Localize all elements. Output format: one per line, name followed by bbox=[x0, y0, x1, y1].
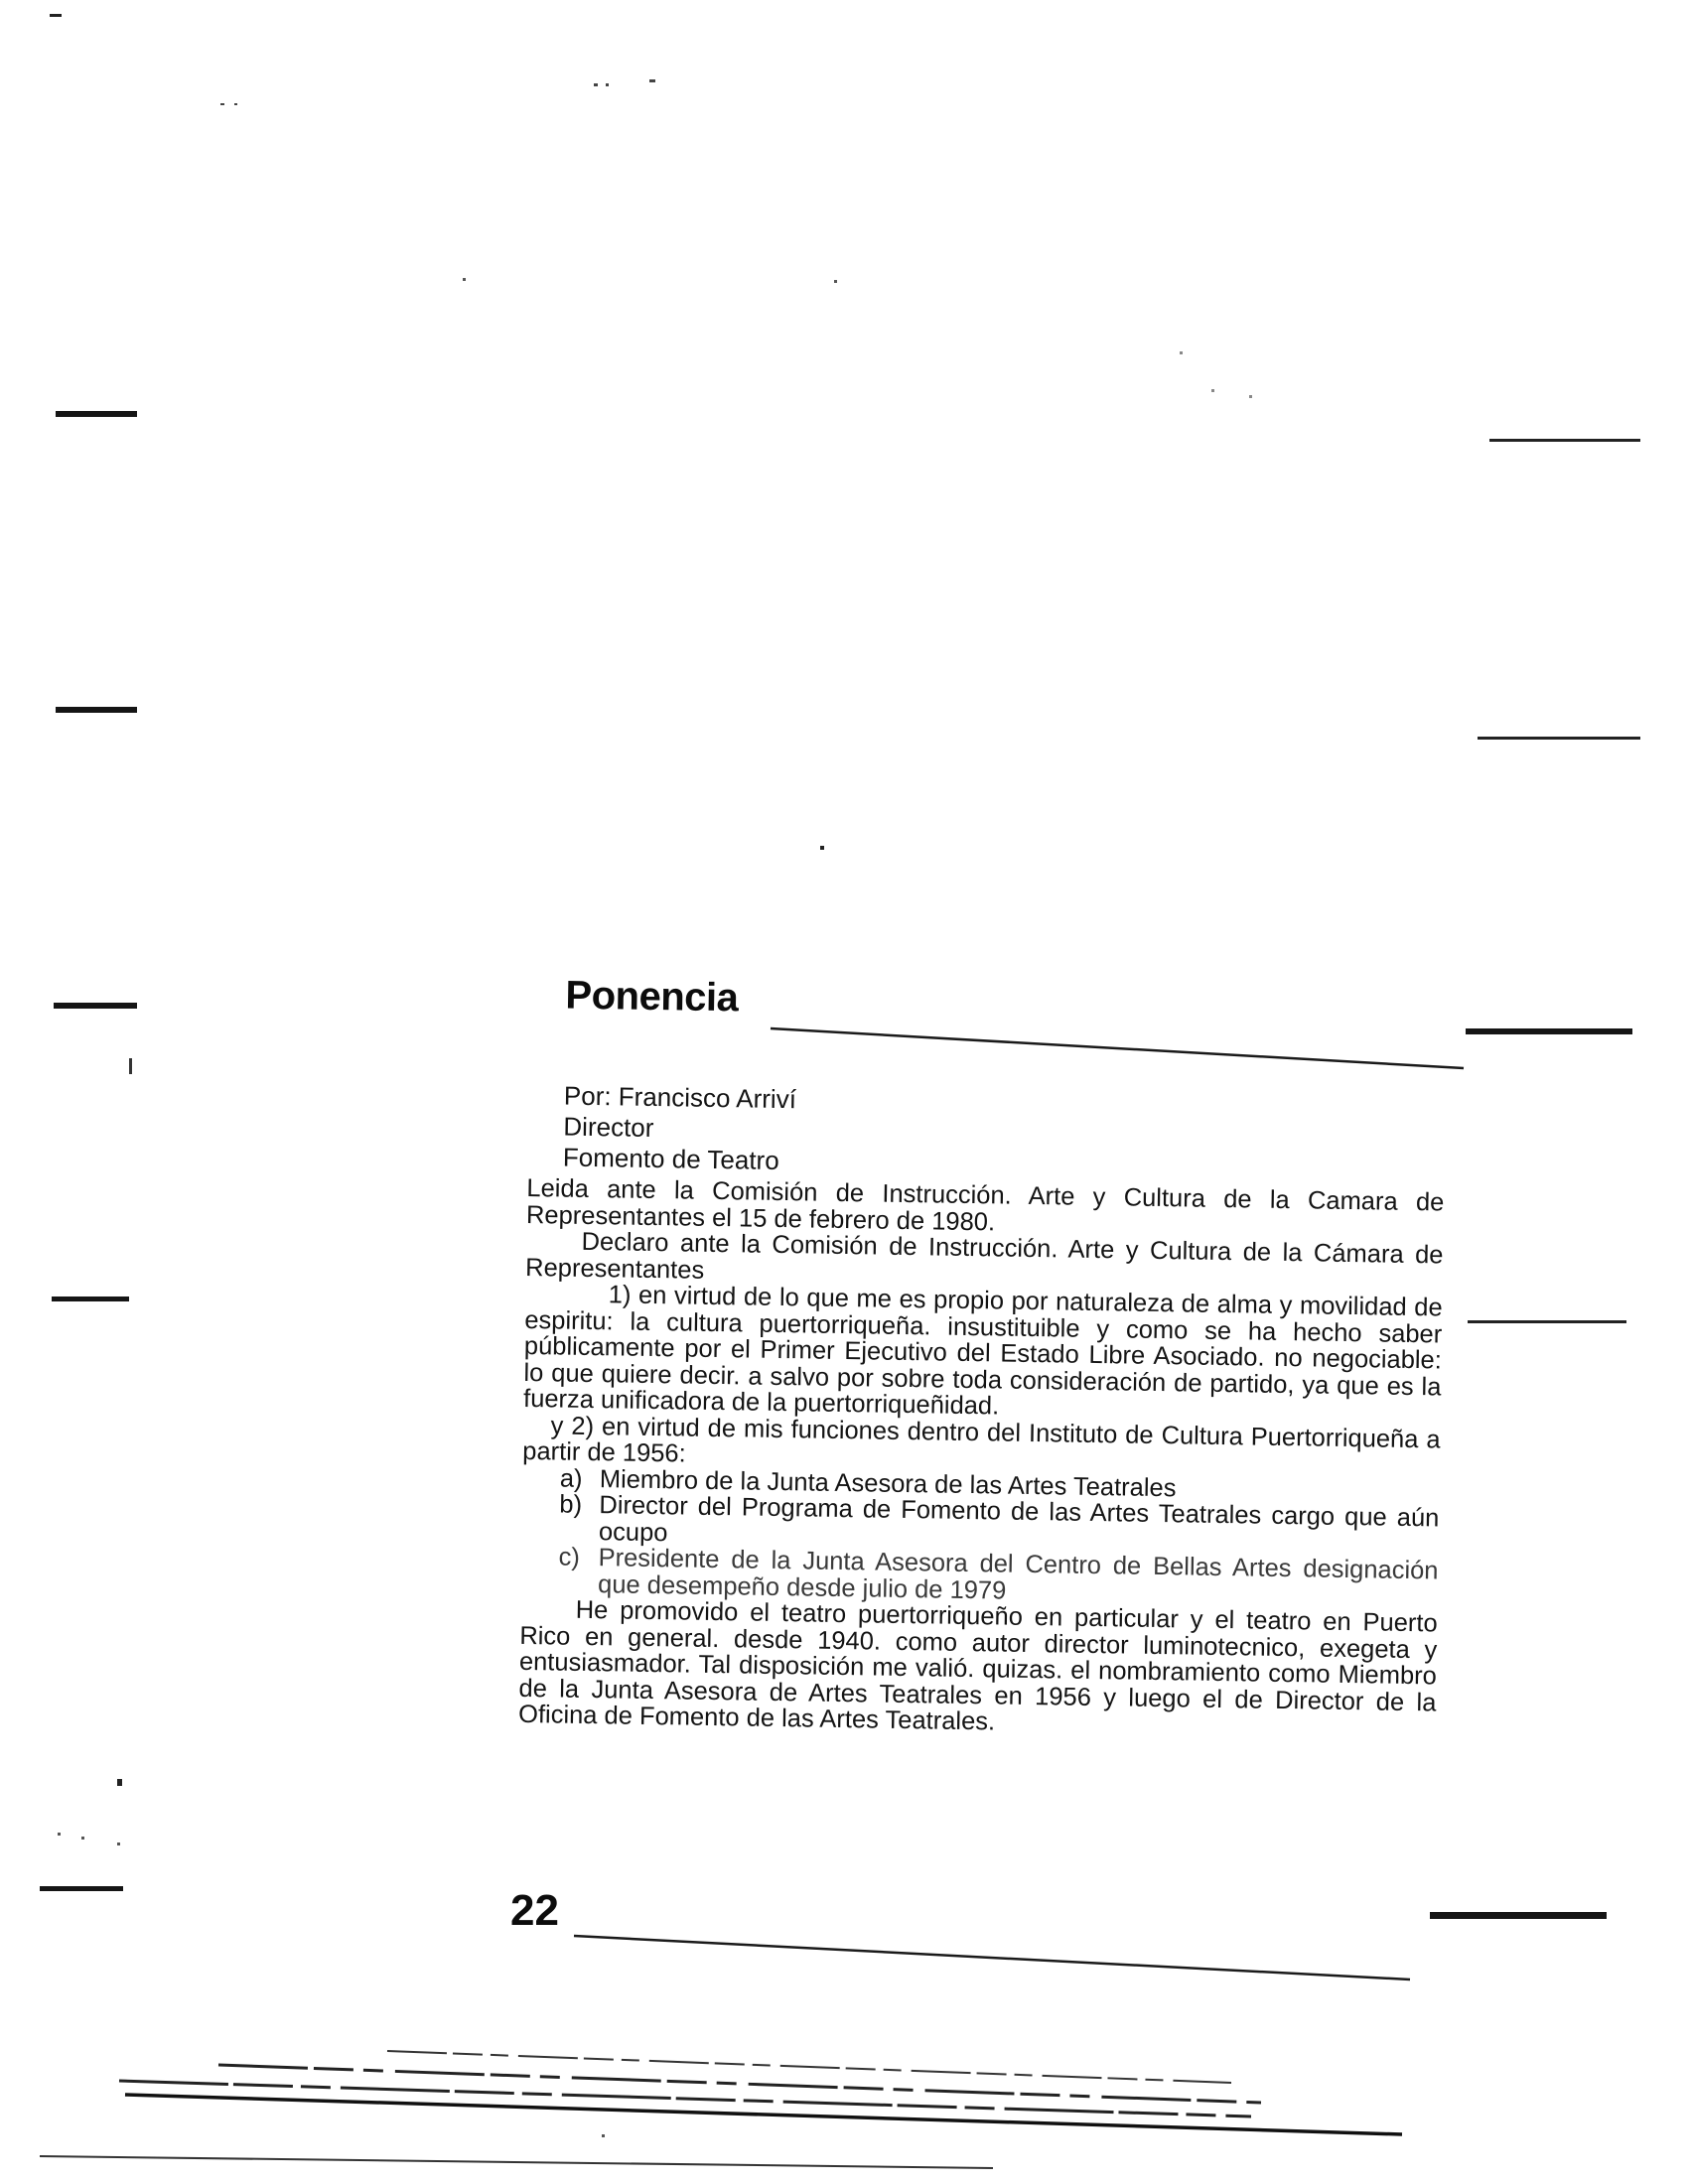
point-one-paragraph: 1) en virtud de lo que me es propio por naturaleza de alma y movilidad de espiritu: la cultura puertorriqueña. insustituible y como se ha hecho saber públicamente por el Primer Ejecutivo del Estado Libre Asociado. no negociable: lo que quiere decir. a salvo por sobre toda consideración de partido, ya que es la fuerza unificadora de la puertorriqueñidad. bbox=[522, 1281, 1443, 1421]
scan-speck bbox=[50, 14, 62, 17]
margin-mark bbox=[1430, 1912, 1607, 1919]
closing-paragraph: He promovido el teatro puertorriqueño en particular y el teatro en Puerto Rico en general. desde 1940. como autor director luminotecnico, exegeta y entusiasmador. Tal disposición me valió. quizas. el nombramiento como Miembro de la Junta Asesora de Artes Teatrales en 1956 y luego el de Director de la Oficina de Fomento de las Artes Teatrales. bbox=[517, 1595, 1438, 1736]
scan-speck bbox=[820, 846, 824, 850]
byline-author: Por: Francisco Arriví bbox=[563, 1080, 797, 1115]
article bbox=[517, 963, 1445, 1736]
margin-mark bbox=[1489, 439, 1640, 442]
scan-speck bbox=[81, 1837, 84, 1840]
margin-mark bbox=[1466, 1028, 1632, 1034]
page-edge-line bbox=[218, 2065, 1261, 2103]
scan-speck bbox=[834, 280, 837, 283]
page-edge-line bbox=[119, 2081, 1251, 2116]
margin-mark bbox=[1478, 737, 1640, 740]
scan-speck bbox=[1211, 389, 1214, 392]
scan-speck bbox=[606, 83, 609, 86]
list-item-text: Miembro de la Junta Asesora de las Artes Teatrales bbox=[599, 1464, 1177, 1502]
declaration-paragraph: Declaro ante la Comisión de Instrucción. Arte y Cultura de la Cámara de Representantes bbox=[524, 1227, 1444, 1285]
list-item-text: Presidente de la Junta Asesora del Centro de Bellas Artes designación que desempeño desde julio de 1979 bbox=[597, 1544, 1439, 1605]
byline-role: Director bbox=[563, 1111, 654, 1143]
list-item-letter: c) bbox=[558, 1543, 581, 1571]
margin-mark bbox=[117, 1779, 122, 1786]
margin-mark bbox=[54, 1003, 137, 1009]
page-number-rule bbox=[574, 1936, 1410, 1979]
margin-mark bbox=[52, 1297, 129, 1301]
scan-speck bbox=[220, 103, 224, 105]
margin-mark bbox=[56, 707, 137, 713]
byline bbox=[563, 1081, 796, 1177]
page-edge-line bbox=[125, 2095, 1402, 2134]
list-item-letter: b) bbox=[559, 1490, 583, 1519]
page-edge-line bbox=[387, 2051, 1231, 2083]
positions-list bbox=[520, 1464, 1440, 1610]
margin-mark bbox=[56, 411, 137, 417]
margin-mark bbox=[1468, 1320, 1626, 1323]
margin-mark bbox=[129, 1058, 132, 1074]
intro-paragraph: Leida ante la Comisión de Instrucción. Arte y Cultura de la Camara de Representantes el 15 de febrero de 1980. bbox=[525, 1173, 1445, 1236]
scan-speck bbox=[1180, 351, 1183, 354]
point-two-paragraph: y 2) en virtud de mis funciones dentro del Instituto de Cultura Puertorriqueña a partir de 1956: bbox=[522, 1411, 1441, 1468]
scan-speck bbox=[463, 278, 466, 281]
scan-speck bbox=[117, 1843, 120, 1845]
margin-mark bbox=[40, 1886, 123, 1891]
list-item-text: Director del Programa de Fomento de las Artes Teatrales cargo que aún ocupo bbox=[598, 1491, 1440, 1547]
scan-speck bbox=[594, 83, 598, 86]
page-edge-line bbox=[40, 2156, 993, 2168]
list-item-letter: a) bbox=[559, 1464, 583, 1493]
scan-speck bbox=[602, 2134, 605, 2137]
article-body bbox=[518, 1175, 1445, 1742]
scan-speck bbox=[1249, 395, 1252, 398]
title-rule bbox=[771, 1028, 1464, 1068]
scan-speck bbox=[234, 103, 237, 105]
scan-speck bbox=[58, 1833, 61, 1836]
page-number: 22 bbox=[510, 1886, 559, 1935]
byline-office: Fomento de Teatro bbox=[562, 1142, 779, 1175]
scan-speck bbox=[649, 79, 655, 82]
article-title: Ponencia bbox=[565, 973, 739, 1021]
